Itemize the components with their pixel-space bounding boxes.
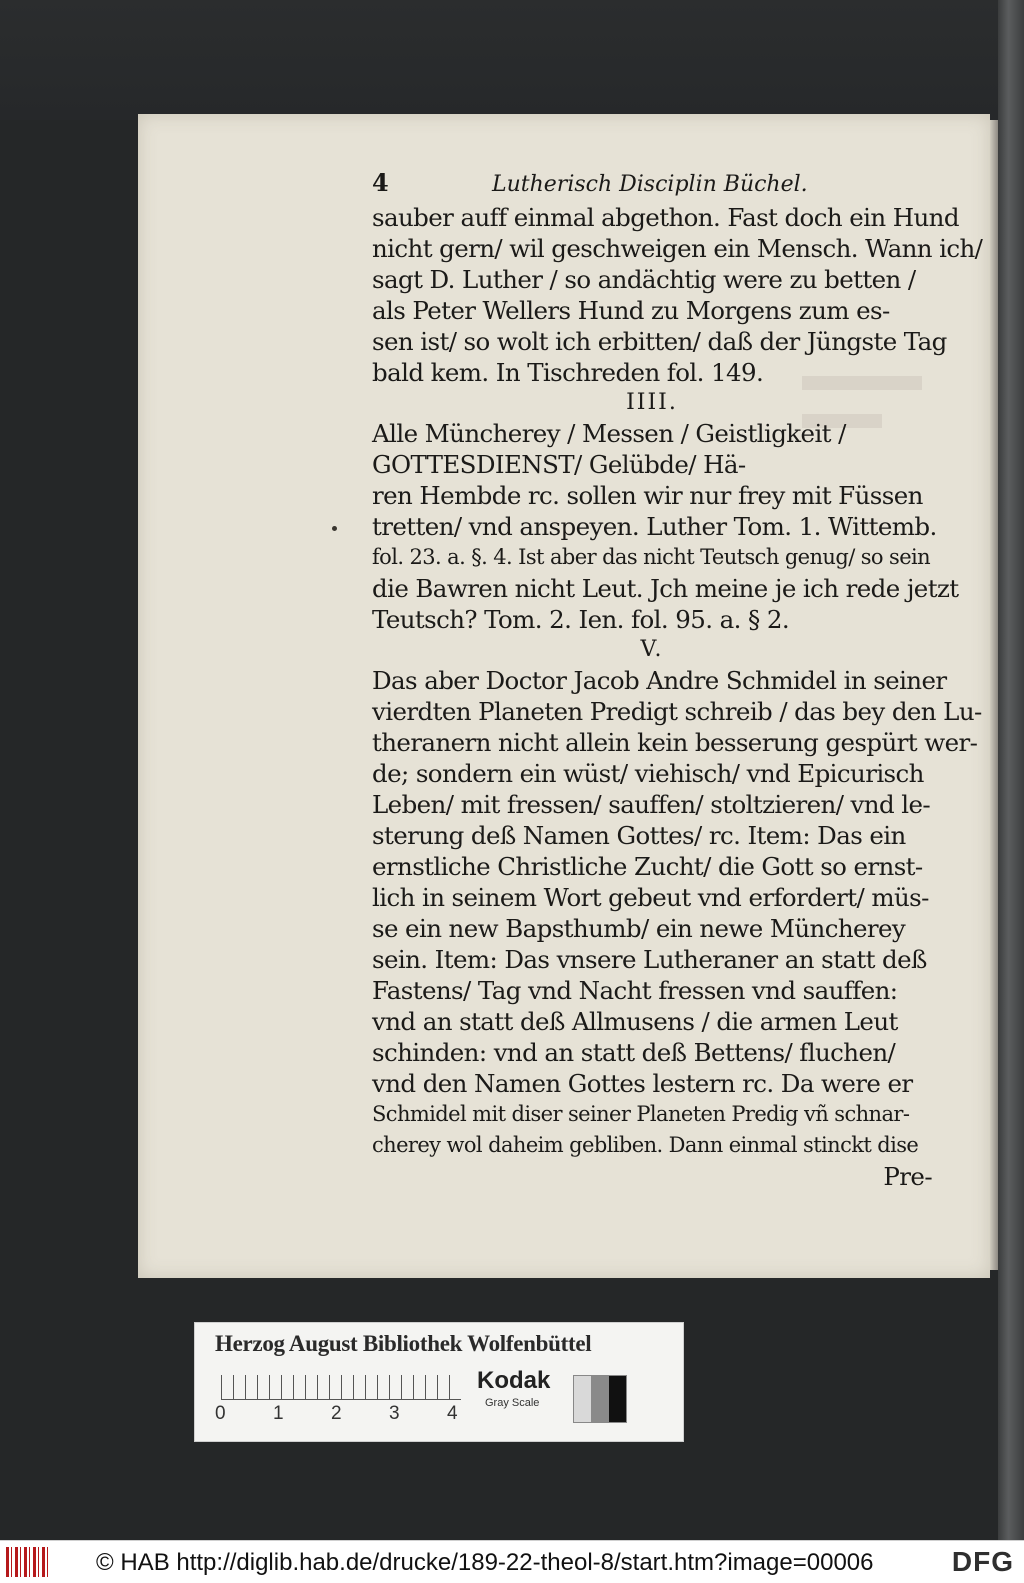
running-head-title: Lutherisch Disciplin Büchel. xyxy=(492,172,808,197)
text-line: GOTTESDIENST/ Gelübde/ Hä- xyxy=(372,450,746,479)
text-line: sauber auff einmal abgethon. Fast doch ein Hund xyxy=(372,203,959,232)
text-line: de; sondern ein wüst/ viehisch/ vnd Epicurisch xyxy=(372,759,924,788)
chart-institution: Herzog August Bibliothek Wolfenbüttel xyxy=(215,1331,592,1356)
gray-patch xyxy=(591,1376,608,1422)
catchword: Pre- xyxy=(883,1162,932,1191)
page-number: 4 xyxy=(372,168,389,197)
text-line: die Bawren nicht Leut. Jch meine je ich rede jetzt xyxy=(372,574,959,603)
hab-barcode-logo xyxy=(6,1547,50,1577)
text-line: Leben/ mit fressen/ sauffen/ stoltzieren/ vnd le- xyxy=(372,790,931,819)
scale-number: 4 xyxy=(447,1403,458,1424)
scale-number: 1 xyxy=(273,1403,284,1424)
gray-patch xyxy=(609,1376,626,1422)
text-line: Das aber Doctor Jacob Andre Schmidel in seiner xyxy=(372,666,947,695)
measurement-ruler xyxy=(221,1375,461,1400)
text-line: tretten/ vnd anspeyen. Luther Tom. 1. Wittemb. xyxy=(372,512,937,541)
text-line: sein. Item: Das vnsere Lutheraner an statt deß xyxy=(372,945,927,974)
text-line: nicht gern/ wil geschweigen ein Mensch. Wann ich/ xyxy=(372,234,983,263)
text-line: se ein new Bapsthumb/ ein newe Müncherey xyxy=(372,914,906,943)
scale-number: 0 xyxy=(215,1403,226,1424)
text-line: bald kem. In Tischreden fol. 149. xyxy=(372,358,764,387)
footer-credit-link[interactable]: © HAB http://diglib.hab.de/drucke/189-22-theol-8/start.htm?image=00006 xyxy=(96,1549,874,1576)
neighbor-page-edge xyxy=(998,0,1024,1540)
gray-patch xyxy=(574,1376,591,1422)
page-edge-shadow xyxy=(990,120,998,1270)
gray-patches xyxy=(573,1375,627,1423)
running-head xyxy=(372,168,932,202)
text-line: ernstliche Christliche Zucht/ die Gott so ernst- xyxy=(372,852,923,881)
gray-scale-label: Gray Scale xyxy=(485,1397,540,1409)
scale-number: 3 xyxy=(389,1403,400,1424)
color-calibration-chart xyxy=(194,1322,684,1442)
scan-background xyxy=(0,0,1024,120)
text-line: cherey wol daheim gebliben. Dann einmal stinckt dise xyxy=(372,1133,919,1157)
text-line: lich in seinem Wort gebeut vnd erfordert/ müs- xyxy=(372,883,929,912)
text-line: vnd an statt deß Allmusens / die armen Leut xyxy=(372,1007,898,1036)
text-line: Fastens/ Tag vnd Nacht fressen vnd sauffen: xyxy=(372,976,898,1005)
text-line: Alle Müncherey / Messen / Geistligkeit / xyxy=(372,419,846,448)
text-line: sen ist/ so wolt ich erbitten/ daß der Jüngste Tag xyxy=(372,327,947,356)
text-line: Schmidel mit diser seiner Planeten Predig vñ schnar- xyxy=(372,1102,910,1126)
footer-bar xyxy=(0,1540,1024,1583)
text-line: fol. 23. a. §. 4. Ist aber das nicht Teutsch genug/ so sein xyxy=(372,545,931,569)
text-line: vierdten Planeten Predigt schreib / das bey den Lu- xyxy=(372,697,982,726)
section-heading-4: IIII. xyxy=(626,390,678,415)
text-line: sagt D. Luther / so andächtig were zu betten / xyxy=(372,265,916,294)
text-block xyxy=(372,168,983,1192)
ink-speck xyxy=(332,526,337,531)
dfg-logo: DFG xyxy=(951,1546,1014,1577)
text-line: als Peter Wellers Hund zu Morgens zum es- xyxy=(372,296,890,325)
text-line: sterung deß Namen Gottes/ rc. Item: Das ein xyxy=(372,821,906,850)
scale-number: 2 xyxy=(331,1403,342,1424)
book-page xyxy=(138,114,990,1278)
section-heading-5: V. xyxy=(640,637,664,662)
text-line: schinden: vnd an statt deß Bettens/ fluchen/ xyxy=(372,1038,896,1067)
text-line: theranern nicht allein kein besserung gespürt wer- xyxy=(372,728,978,757)
text-line: Teutsch? Tom. 2. Ien. fol. 95. a. § 2. xyxy=(372,605,790,634)
kodak-logo: Kodak xyxy=(477,1367,551,1394)
text-line: ren Hembde rc. sollen wir nur frey mit Füssen xyxy=(372,481,923,510)
text-line: vnd den Namen Gottes lestern rc. Da were er xyxy=(372,1069,913,1098)
